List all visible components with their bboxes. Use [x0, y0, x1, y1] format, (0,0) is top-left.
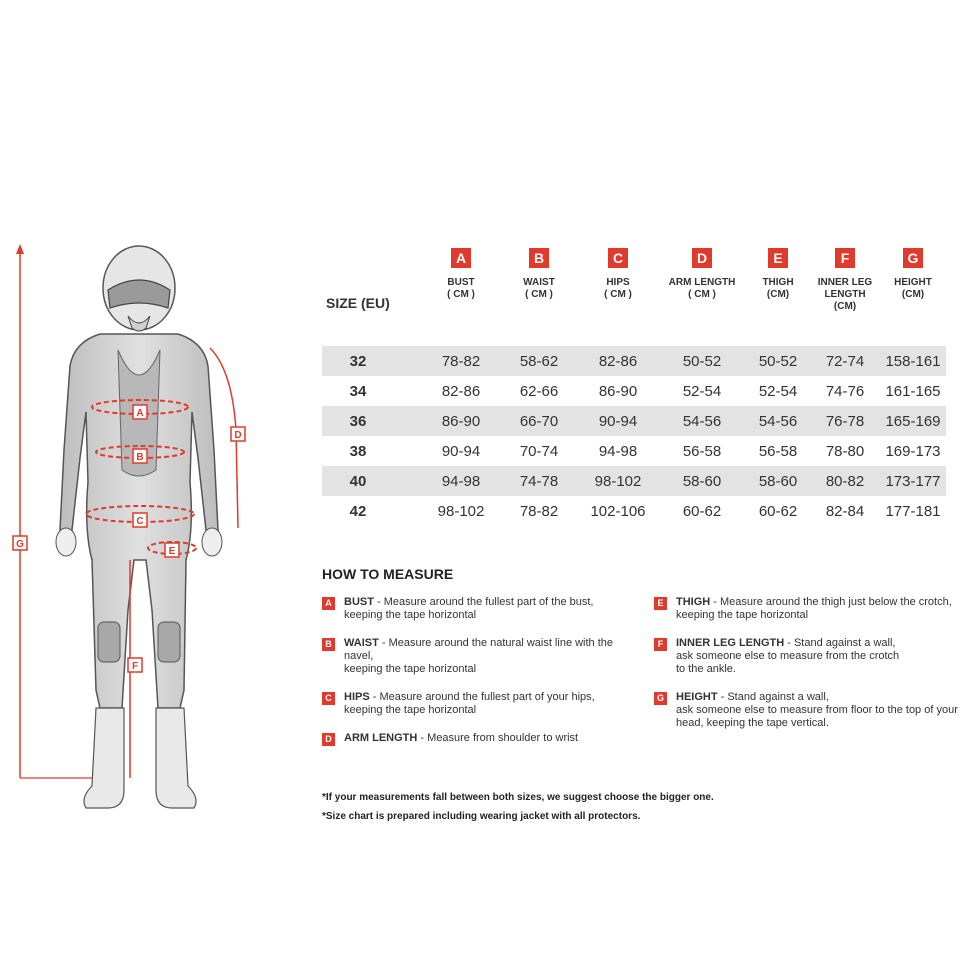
badge-c: C	[608, 248, 628, 268]
measurement-cell: 58-60	[746, 466, 810, 496]
column-title: ARM LENGTH ( CM )	[668, 277, 736, 300]
body-measurement-figure	[0, 230, 300, 830]
measurement-cell: 60-62	[758, 502, 798, 520]
measurement-cell: 66-70	[500, 406, 578, 436]
size-cell: 36	[322, 406, 422, 436]
measure-description: - Measure around the fullest part of the bust, keeping the tape horizontal	[344, 596, 594, 621]
measure-instructions-right	[654, 596, 960, 745]
measure-instruction	[654, 596, 960, 622]
size-cell: 42	[349, 502, 367, 520]
measurement-cell: 90-94	[578, 406, 658, 436]
column-header-inner-leg	[810, 246, 880, 346]
helmet	[103, 246, 175, 331]
column-title: HEIGHT (CM)	[894, 277, 932, 300]
measurement-cell: 86-90	[598, 382, 638, 400]
badge-g: G	[903, 248, 923, 268]
measurement-cell: 78-82	[422, 346, 500, 376]
measurement-cell: 58-62	[500, 346, 578, 376]
measurement-cell: 76-78	[810, 406, 880, 436]
measurement-cell: 80-82	[810, 466, 880, 496]
badge-e: E	[768, 248, 788, 268]
table-row	[322, 406, 946, 436]
letter-badge: E	[654, 597, 667, 610]
marker-c: C	[136, 516, 144, 527]
measurement-cell: 90-94	[441, 442, 481, 460]
size-chart-table	[322, 246, 946, 526]
measurement-cell: 165-169	[880, 406, 946, 436]
measurement-cell: 52-54	[758, 382, 798, 400]
table-row	[322, 376, 946, 406]
measurement-cell: 173-177	[880, 466, 946, 496]
table-row	[322, 346, 946, 376]
measurement-cell: 98-102	[578, 466, 658, 496]
measurement-cell: 74-78	[500, 466, 578, 496]
badge-f: F	[835, 248, 855, 268]
column-header-hips	[578, 246, 658, 346]
measurement-cell: 56-58	[682, 442, 722, 460]
marker-g: G	[16, 539, 24, 550]
column-header-height	[880, 246, 946, 346]
size-column-header: SIZE (EU)	[326, 295, 390, 311]
measurement-cell: 70-74	[519, 442, 559, 460]
measurement-cell: 72-74	[810, 346, 880, 376]
badge-b: B	[529, 248, 549, 268]
letter-badge: G	[654, 692, 667, 705]
letter-badge: D	[322, 733, 335, 746]
measure-instruction	[322, 596, 632, 622]
measurement-cell: 102-106	[590, 502, 646, 520]
measurement-cell: 161-165	[885, 382, 941, 400]
measure-name: THIGH	[676, 596, 711, 608]
measurement-cell: 54-56	[658, 406, 746, 436]
measurement-cell: 62-66	[519, 382, 559, 400]
table-row	[322, 436, 946, 466]
letter-badge: C	[322, 692, 335, 705]
marker-d: D	[234, 430, 242, 441]
measurement-cell: 50-52	[746, 346, 810, 376]
measure-name: HIPS	[344, 691, 370, 703]
measure-instruction	[322, 732, 632, 745]
measurement-cell: 82-86	[578, 346, 658, 376]
measure-instruction	[322, 637, 632, 676]
measure-name: INNER LEG LENGTH	[676, 637, 785, 649]
measurement-cell: 158-161	[880, 346, 946, 376]
measurement-cell: 98-102	[437, 502, 485, 520]
marker-e: E	[168, 546, 176, 557]
column-header-thigh	[746, 246, 810, 346]
column-header-arm-length	[658, 246, 746, 346]
measurement-cell: 56-58	[758, 442, 798, 460]
measure-description: - Measure around the thigh just below the crotch, keeping the tape horizontal	[676, 596, 952, 621]
measurement-cell: 82-86	[441, 382, 481, 400]
column-title: WAIST ( CM )	[523, 277, 555, 300]
marker-b: B	[136, 452, 144, 463]
measure-name: WAIST	[344, 637, 379, 649]
measurement-cell: 86-90	[422, 406, 500, 436]
footnote-jacket-protectors: *Size chart is prepared including wearing jacket with all protectors.	[322, 811, 641, 822]
letter-badge: A	[322, 597, 335, 610]
height-marker	[13, 536, 27, 550]
measurement-cell: 82-84	[825, 502, 865, 520]
footnotes	[322, 788, 714, 826]
measurement-cell: 74-76	[825, 382, 865, 400]
measurement-cell: 169-173	[885, 442, 941, 460]
measure-description: - Stand against a wall, ask someone else to measure from floor to the top of your head, keeping the tape vertical.	[676, 691, 958, 729]
table-row	[322, 496, 946, 526]
table-row	[322, 466, 946, 496]
size-cell: 34	[349, 382, 367, 400]
measurement-cell: 177-181	[885, 502, 941, 520]
column-title: BUST ( CM )	[447, 277, 475, 300]
measure-instruction	[654, 637, 960, 676]
measure-name: BUST	[344, 596, 374, 608]
column-title: HIPS ( CM )	[604, 277, 632, 300]
measurement-cell: 50-52	[658, 346, 746, 376]
measurement-cell: 52-54	[682, 382, 722, 400]
measure-description: - Measure around the fullest part of your hips, keeping the tape horizontal	[344, 691, 595, 716]
measurement-cell: 78-80	[825, 442, 865, 460]
measurement-cell: 78-82	[519, 502, 559, 520]
inner-leg-measure-line	[128, 560, 142, 778]
measurement-cell: 94-98	[598, 442, 638, 460]
size-cell: 40	[322, 466, 422, 496]
measure-description: - Stand against a wall, ask someone else to measure from the crotch to the ankle.	[676, 637, 900, 675]
footnote-bigger-size: *If your measurements fall between both sizes, we suggest choose the bigger one.	[322, 792, 714, 803]
measurement-cell: 60-62	[682, 502, 722, 520]
measure-description: - Measure from shoulder to wrist	[417, 732, 579, 744]
marker-f: F	[131, 661, 139, 672]
measure-name: HEIGHT	[676, 691, 718, 703]
badge-d: D	[692, 248, 712, 268]
size-cell: 38	[349, 442, 367, 460]
measurement-cell: 54-56	[746, 406, 810, 436]
letter-badge: B	[322, 638, 335, 651]
measure-instructions-left	[322, 596, 632, 760]
measurement-cell: 94-98	[422, 466, 500, 496]
column-title: INNER LEG LENGTH (CM)	[817, 277, 873, 312]
measure-instruction	[322, 691, 632, 717]
size-cell: 32	[322, 346, 422, 376]
measure-description: - Measure around the natural waist line with the navel, keeping the tape horizontal	[344, 637, 614, 675]
marker-a: A	[136, 408, 144, 419]
column-title: THIGH (CM)	[762, 277, 794, 300]
measurement-cell: 58-60	[658, 466, 746, 496]
column-header-bust	[422, 246, 500, 346]
column-header-waist	[500, 246, 578, 346]
letter-badge: F	[654, 638, 667, 651]
badge-a: A	[451, 248, 471, 268]
measure-instruction	[654, 691, 960, 730]
how-to-measure-title: HOW TO MEASURE	[322, 566, 454, 582]
table-header-row	[322, 246, 946, 346]
measure-name: ARM LENGTH	[344, 732, 418, 744]
